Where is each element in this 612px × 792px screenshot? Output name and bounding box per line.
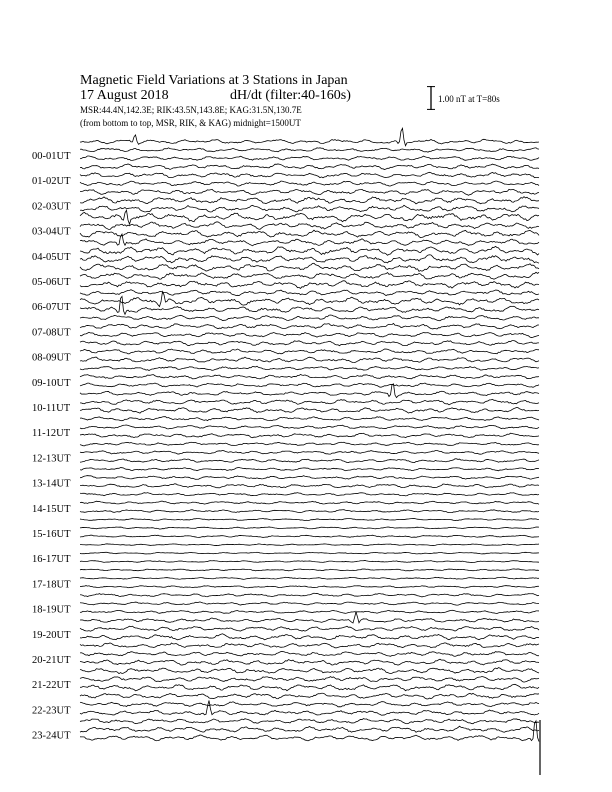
trace-rik — [80, 323, 539, 328]
hour-label: 20-21UT — [32, 655, 71, 666]
hour-label: 16-17UT — [32, 554, 71, 566]
trace-msr — [80, 659, 539, 665]
trace-msr — [80, 296, 539, 314]
trace-msr — [80, 181, 539, 186]
trace-kag — [80, 612, 539, 623]
trace-kag — [80, 593, 539, 597]
trace-kag — [80, 518, 539, 520]
trace-rik — [80, 374, 539, 378]
trace-rik — [80, 172, 539, 177]
hour-label: 05-06UT — [32, 277, 71, 288]
trace-rik — [80, 425, 539, 429]
hour-label: 15-16UT — [32, 529, 71, 540]
scale-bar-label: 1.00 nT at T=80s — [438, 94, 500, 104]
trace-rik — [80, 148, 539, 152]
trace-msr — [80, 560, 539, 562]
trace-kag — [80, 544, 539, 546]
hour-label: 06-07UT — [32, 302, 71, 314]
hour-label: 08-09UT — [32, 352, 71, 364]
hour-label: 00-01UT — [32, 151, 71, 162]
trace-msr — [80, 357, 539, 363]
trace-rik — [80, 501, 539, 504]
trace-kag — [80, 668, 539, 674]
hour-label: 19-20UT — [32, 629, 71, 641]
trace-kag — [80, 719, 539, 724]
trace-kag — [80, 366, 539, 370]
trace-kag — [80, 493, 539, 496]
hour-label: 14-15UT — [32, 503, 71, 515]
trace-kag — [80, 128, 539, 145]
hour-label: 18-19UT — [32, 604, 71, 616]
trace-msr — [80, 230, 539, 237]
hour-label: 10-11UT — [32, 403, 71, 414]
trace-rik — [80, 652, 539, 657]
hour-label: 01-02UT — [32, 176, 71, 188]
trace-kag — [80, 341, 539, 346]
chart-title: Magnetic Field Variations at 3 Stations in Japan — [80, 73, 348, 88]
trace-rik — [80, 399, 539, 405]
trace-kag — [80, 189, 539, 195]
hour-label: 17-18UT — [32, 579, 71, 591]
trace-msr — [80, 459, 539, 463]
hour-label: 23-24UT — [32, 730, 71, 742]
trace-rik — [80, 552, 539, 554]
trace-rik — [80, 450, 539, 454]
trace-kag — [80, 164, 539, 170]
hour-label: 22-23UT — [32, 705, 71, 717]
trace-kag — [80, 569, 539, 571]
hour-label: 02-03UT — [32, 201, 71, 213]
hour-label: 07-08UT — [32, 327, 71, 339]
chart-quantity: dH/dt (filter:40-160s) — [230, 88, 351, 103]
trace-rik — [80, 577, 539, 579]
trace-rik — [80, 676, 539, 682]
hour-label: 03-04UT — [32, 226, 71, 238]
trace-msr — [80, 156, 539, 161]
trace-rik — [80, 626, 539, 631]
trace-msr — [80, 433, 539, 438]
trace-msr — [80, 610, 539, 613]
trace-msr — [80, 383, 539, 387]
trace-msr — [80, 332, 539, 337]
trace-msr — [80, 700, 539, 715]
trace-msr — [80, 684, 539, 690]
trace-kag — [80, 290, 539, 296]
trace-kag — [80, 417, 539, 421]
chart-date: 17 August 2018 — [80, 88, 169, 103]
trace-rik — [80, 702, 539, 707]
trace-msr — [80, 586, 539, 588]
trace-kag — [80, 442, 539, 446]
trace-kag — [80, 315, 539, 321]
hour-label: 04-05UT — [32, 251, 71, 263]
trace-kag — [80, 263, 539, 271]
trace-rik — [80, 349, 539, 354]
trace-msr — [80, 484, 539, 488]
trace-msr — [80, 535, 539, 537]
trace-rik — [80, 197, 539, 204]
trace-msr — [80, 510, 539, 513]
trace-rik — [80, 726, 539, 732]
trace-kag — [80, 384, 539, 398]
trace-rik — [80, 602, 539, 605]
trace-msr — [80, 205, 539, 212]
station-order-note: (from bottom to top, MSR, RIK, & KAG) midnight=1500UT — [80, 118, 301, 128]
hour-label: 21-22UT — [32, 680, 71, 692]
station-coordinates: MSR:44.4N,142.3E; RIK:43.5N,143.8E; KAG:31.5N,130.7E — [80, 105, 302, 115]
hour-label: 11-12UT — [32, 428, 71, 440]
trace-kag — [80, 210, 539, 224]
trace-kag — [80, 468, 539, 471]
trace-msr — [80, 408, 539, 414]
trace-msr — [80, 281, 539, 289]
trace-rik — [80, 222, 539, 230]
trace-rik — [80, 272, 539, 279]
trace-msr — [80, 634, 539, 640]
trace-rik — [80, 246, 539, 255]
trace-kag — [80, 693, 539, 699]
hour-label: 09-10UT — [32, 377, 71, 389]
trace-kag — [80, 643, 539, 648]
hour-label: 13-14UT — [32, 478, 71, 490]
trace-msr — [80, 255, 539, 263]
hour-label: 12-13UT — [32, 453, 71, 465]
trace-rik — [80, 527, 539, 529]
trace-rik — [80, 476, 539, 480]
